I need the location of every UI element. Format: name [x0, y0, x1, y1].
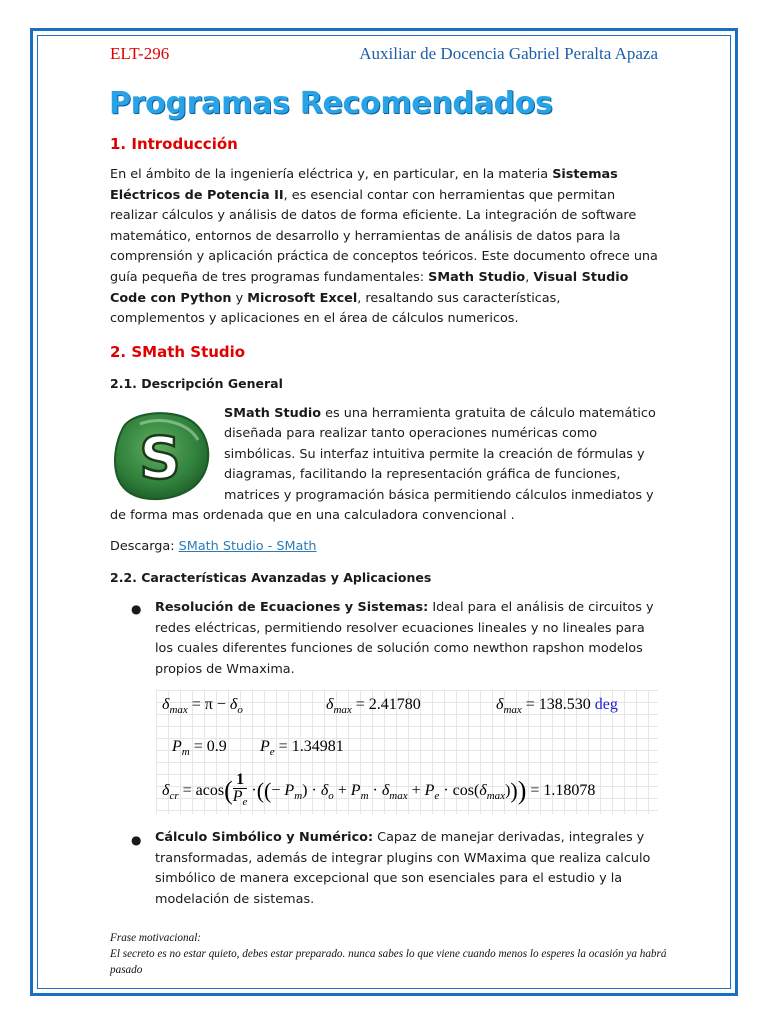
smath-description-tail: de forma mas ordenada que en una calculadora convencional .: [110, 508, 515, 523]
document-title: Programas Recomendados: [109, 86, 553, 121]
delta-max-value: 2.41780: [368, 696, 421, 713]
delta-max-deg-value: 138.530: [538, 696, 591, 713]
section-heading-smath: 2. SMath Studio: [110, 343, 246, 361]
intro-paragraph: [110, 165, 658, 330]
subheading-advanced-features: 2.2. Características Avanzadas y Aplicaciones: [110, 570, 432, 585]
bullet-body: Capaz de manejar derivadas, integrales y transformadas, además de integrar plugins con WMaxima que realiza calculo simbólico de manera excepcional que son esenciales para el estudio y la modelación de sistemas.: [155, 830, 651, 907]
quote-label: Frase motivacional:: [110, 932, 202, 944]
deg-unit: deg: [594, 696, 618, 713]
download-line: [110, 539, 317, 554]
smath-logo-letter: S: [139, 424, 181, 492]
smath-name-bold: SMath Studio: [224, 406, 322, 421]
smath-description: [224, 404, 660, 506]
download-link[interactable]: SMath Studio - SMath: [178, 539, 317, 554]
bullet-marker: ●: [131, 833, 142, 847]
bullet-marker: ●: [131, 602, 142, 616]
intro-bold-vscode: Visual Studio Code con Python: [110, 269, 629, 306]
section-heading-intro: 1. Introducción: [110, 135, 238, 153]
equation-delta-cr: $\delta_{cr} = acos$( $\frac{1}{P_e}$ ·((− $P_m) \cdot \delta_o + P_m \cdot \delta_{max} + P_e \cdot \cos(\delta_{max}))) = 1.18078$: [162, 771, 596, 809]
intro-bold-smath: SMath Studio: [428, 269, 526, 285]
intro-text-1: En el ámbito de la ingeniería eléctrica y, en particular, en la materia: [110, 167, 553, 182]
equation-pe: $P_e = 1.34981$: [260, 738, 344, 759]
bullet-equations: [155, 598, 655, 680]
equation-delta-max-value: $\delta_{max} = 2.41780$: [326, 696, 421, 717]
download-label: Descarga:: [110, 539, 179, 554]
equation-pm: $P_m = 0.9$: [172, 738, 227, 759]
author-header: Auxiliar de Docencia Gabriel Peralta Apaza: [359, 44, 658, 63]
equation-delta-max-deg: $\delta_{max} = 138.530$ deg: [496, 696, 618, 717]
intro-bold-subject: Sistemas Eléctricos de Potencia II: [110, 167, 618, 203]
quote-text: El secreto es no estar quieto, debes estar preparado. nunca sabes lo que viene cuando menos lo esperes la ocasión ya habrá pasado: [110, 948, 667, 977]
smath-desc-text: es una herramienta gratuita de cálculo matemático diseñada para realizar tanto operaciones numéricas como simbólicas. Su interfaz intuitiva permite la creación de fórmulas y diagramas, facilitando la representación gráfica de funciones, matrices y programación básica permitiendo cálculos inmediatos y: [224, 406, 656, 503]
smath-logo-icon: [110, 410, 212, 504]
intro-bold-excel: Microsoft Excel: [247, 290, 358, 306]
bullet-title: Cálculo Simbólico y Numérico:: [155, 830, 374, 845]
bullet-title: Resolución de Ecuaciones y Sistemas:: [155, 600, 429, 615]
intro-text-5: , resaltando sus características, complementos y aplicaciones en el área de cálculos numericos.: [110, 290, 561, 327]
pe-value: 1.34981: [291, 738, 344, 755]
intro-text-3: ,: [525, 269, 534, 285]
equation-delta-max-def: $\delta_{max} = \pi - \delta_o$: [162, 696, 243, 717]
intro-text-2: , es esencial contar con herramientas que permitan realizar cálculos y análisis de datos de forma eficiente. La integración de software matemático, entornos de desarrollo y herramientas de análisis de datos para la comprensión y aplicación práctica de conceptos teóricos. Este documento ofrece una guía pequeña de tres programas fundamentales:: [110, 187, 658, 285]
bullet-symbolic: [155, 828, 655, 910]
course-code: ELT-296: [110, 44, 170, 63]
pm-value: 0.9: [206, 738, 227, 755]
subheading-general-description: 2.1. Descripción General: [110, 376, 283, 391]
motivational-quote: [110, 930, 670, 979]
delta-cr-value: 1.18078: [543, 781, 596, 799]
intro-text-4: y: [231, 290, 248, 306]
equation-image: [156, 690, 658, 814]
bullet-body: Ideal para el análisis de circuitos y redes eléctricas, permitiendo resolver ecuaciones lineales y no lineales para los cuales diferentes funciones de solución como newthon rapshon modelos propios de Wmaxima.: [155, 600, 654, 677]
